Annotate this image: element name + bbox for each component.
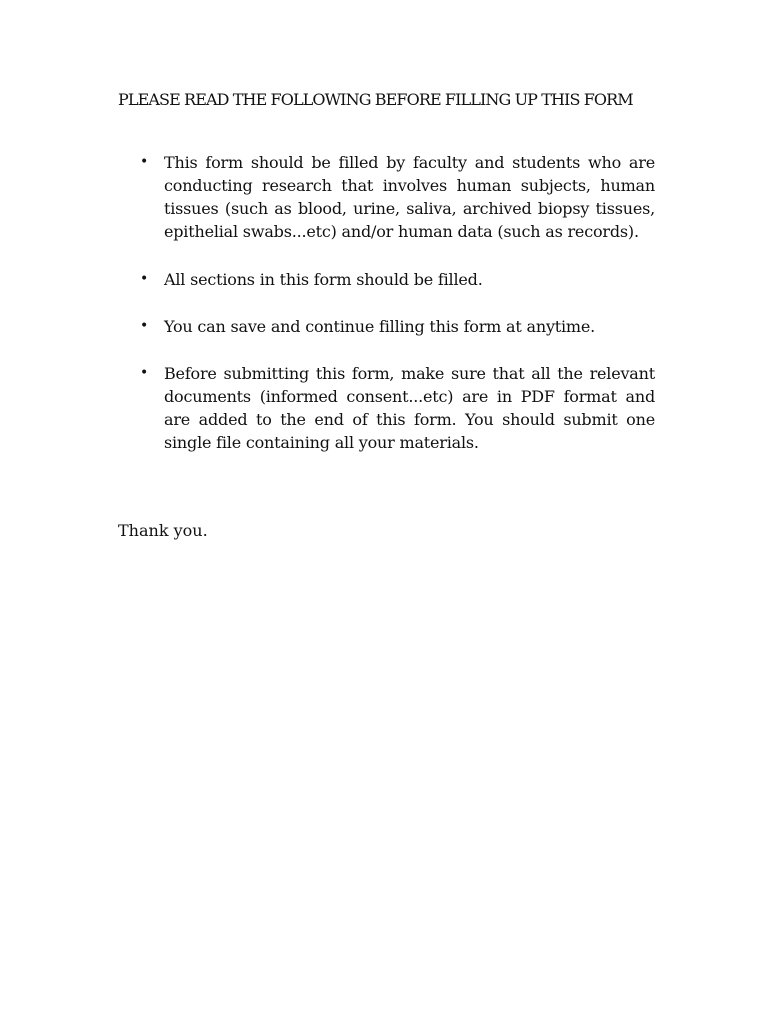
list-item [118,151,655,243]
bullet-icon: • [140,318,149,334]
bullet-icon: • [140,271,149,287]
list-item [118,268,655,291]
list-item-text: You can save and continue filling this form at anytime. [164,317,596,336]
list-item [118,315,655,338]
list-item-text: Before submitting this form, make sure that all the relevant documents (informed consent...etc) are in PDF format and are added to the end of this form. You should submit one single file containing all your materials. [164,364,655,452]
closing-text: Thank you. [118,521,208,540]
instructions-heading: PLEASE READ THE FOLLOWING BEFORE FILLING UP THIS FORM [118,90,633,109]
list-item-text: All sections in this form should be filled. [164,270,483,289]
list-item [118,362,655,454]
instructions-list [118,151,655,478]
list-item-text: This form should be filled by faculty and students who are conducting research that involves human subjects, human tissues (such as blood, urine, saliva, archived biopsy tissues, epithelial swabs...etc) and/or human data (such as records). [164,153,655,241]
bullet-icon: • [140,154,149,170]
bullet-icon: • [140,365,149,381]
